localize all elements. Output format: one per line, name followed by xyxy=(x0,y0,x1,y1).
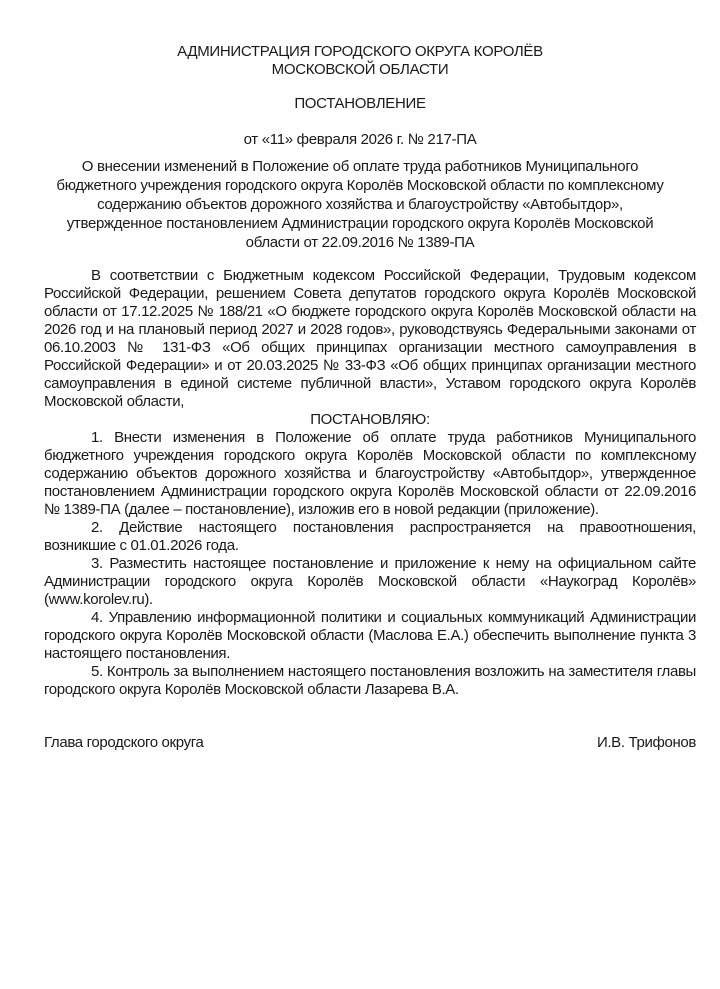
subject-line: бюджетного учреждения городского округа Королёв Московской области по комплексному xyxy=(56,177,664,194)
signatory-name: И.В. Трифонов xyxy=(596,734,696,751)
resolution-item-3: 3. Разместить настоящее постановление и приложение к нему на официальном сайте Администрации городского округа Королёв Московской области «Наукоград Королёв» (www.korolev.ru). xyxy=(44,555,696,608)
document-date-number xyxy=(0,131,720,149)
subject-line: утвержденное постановлением Администрации городского округа Королёв Московской xyxy=(66,215,654,232)
resolution-item-2: 2. Действие настоящего постановления распространяется на правоотношения, возникшие с 01.01.2026 года. xyxy=(44,519,696,554)
document-header xyxy=(0,43,720,79)
document-date-text: от «11» февраля 2026 г. № 217-ПА xyxy=(243,131,477,148)
resolution-item-1: 1. Внести изменения в Положение об оплате труда работников Муниципального бюджетного учреждения городского округа Королёв Московской области по комплексному содержанию объектов дорожного хозяйства и благоустройству «Автобытдор», утвержденное постановлением Администрации городского округа Королёв Московской области от 22.09.2016 № 1389-ПА (далее – постановление), изложив его в новой редакции (приложение). xyxy=(44,429,696,518)
subject-line: содержанию объектов дорожного хозяйства и благоустройству «Автобытдор», xyxy=(97,196,623,213)
resolution-item-5: 5. Контроль за выполнением настоящего постановления возложить на заместителя главы городского округа Королёв Московской области Лазарева В.А. xyxy=(44,663,696,698)
subject-line: О внесении изменений в Положение об оплате труда работников Муниципального xyxy=(81,158,639,175)
preamble-paragraph: В соответствии с Бюджетным кодексом Российской Федерации, Трудовым кодексом Российской Федерации, решением Совета депутатов городского округа Королёв Московской области от 17.12.2025 № 188/21 «О бюджете городского округа Королёв Московской области на 2026 год и на плановый период 2027 и 2028 годов», руководствуясь Федеральными законами от 06.10.2003 № 131-ФЗ «Об общих принципах организации местного самоуправления в Российской Федерации» и от 20.03.2025 № 33-ФЗ «Об общих принципах организации местного самоуправления в единой системе публичной власти», Уставом городского округа Королёв Московской области, xyxy=(44,267,696,410)
resolution-item-4: 4. Управлению информационной политики и социальных коммуникаций Администрации городского округа Королёв Московской области (Маслова Е.А.) обеспечить выполнение пункта 3 настоящего постановления. xyxy=(44,609,696,662)
document-type-title: ПОСТАНОВЛЕНИЕ xyxy=(294,95,426,112)
subject-line: области от 22.09.2016 № 1389-ПА xyxy=(245,234,475,251)
signature-block xyxy=(44,734,696,752)
document-body xyxy=(44,267,696,699)
resolve-heading: ПОСТАНОВЛЯЮ: xyxy=(310,411,430,428)
organization-name-line-1: АДМИНИСТРАЦИЯ ГОРОДСКОГО ОКРУГА КОРОЛЁВ xyxy=(177,43,543,60)
document-subject xyxy=(0,157,720,252)
organization-name-line-2: МОСКОВСКОЙ ОБЛАСТИ xyxy=(271,61,449,78)
signatory-position: Глава городского округа xyxy=(44,734,204,751)
document-type xyxy=(0,95,720,113)
